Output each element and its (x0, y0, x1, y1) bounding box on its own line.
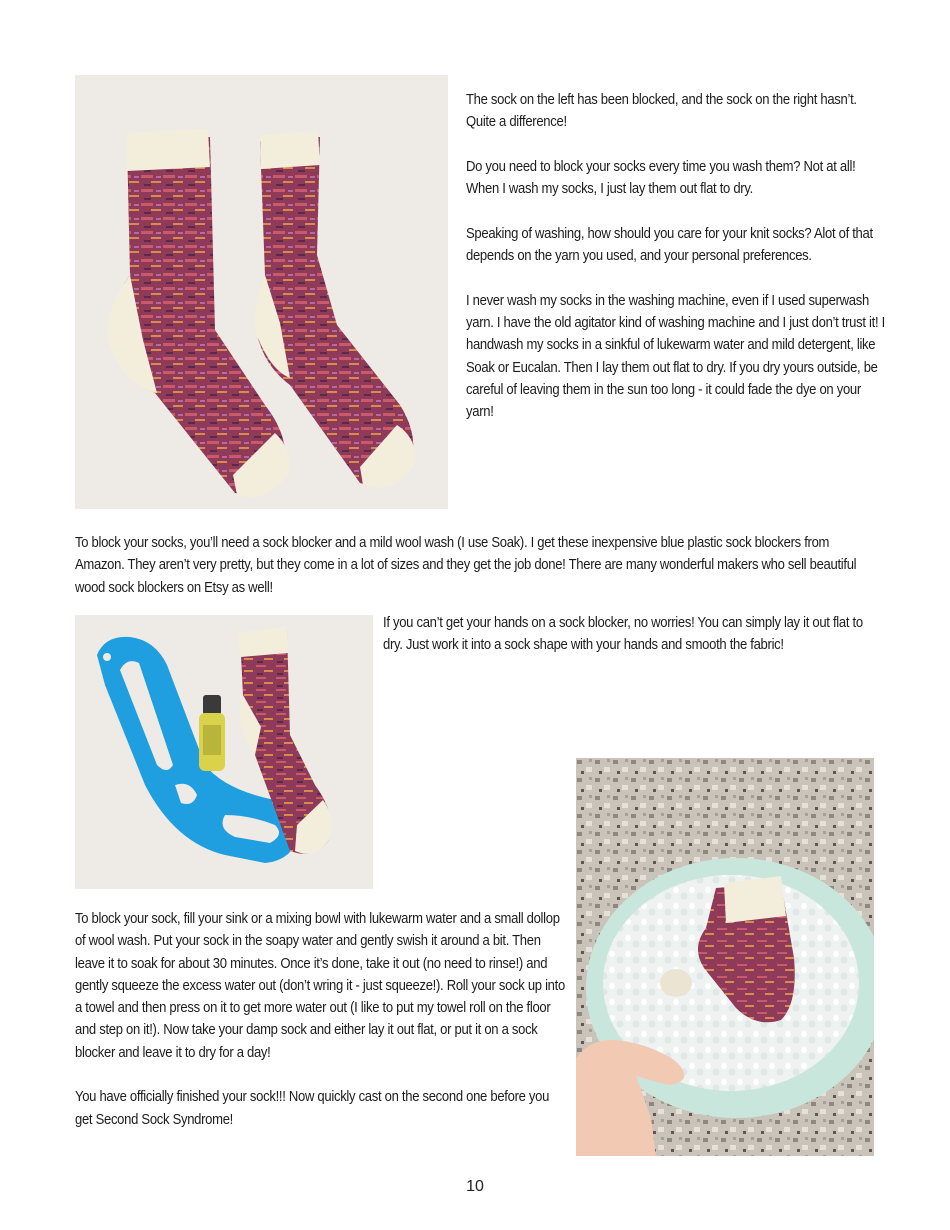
paragraph: Speaking of washing, how should you care for your knit socks? Alot of that depends on the yarn you used, and your personal preferences. (466, 224, 873, 265)
text-section-no-blocker (383, 612, 882, 657)
paragraph: To block your sock, fill your sink or a mixing bowl with lukewarm water and a small dollop of wool wash. Put your sock in the soapy water and gently swish it around a bit. Then leave it to soak for about 30 minutes. Once it’s done, take it out (no need to rinse!) and gently squeeze the excess water out (don’t wring it - just squeeze!). Roll your sock up into a towel and then press on it to get more water out (I like to put my towel roll on the floor and step on it!). Now take your damp sock and either lay it out flat, or put it on a sock blocker and leave it to dry for a day! (75, 910, 565, 1061)
photo-sock-soaking (576, 758, 874, 1156)
text-section-blocking-steps (75, 908, 570, 1131)
paragraph: Do you need to block your socks every time you wash them? Not at all! When I wash my socks, I just lay them out flat to dry. (466, 157, 856, 198)
text-section-blocked-comparison (466, 89, 886, 423)
paragraph: The sock on the left has been blocked, and the sock on the right hasn’t. Quite a difference! (466, 91, 857, 131)
page-number: 10 (466, 1178, 484, 1195)
photo-two-socks (75, 75, 448, 509)
paragraph: To block your socks, you’ll need a sock blocker and a mild wool wash (I use Soak). I get these inexpensive blue plastic sock blockers from Amazon. They aren’t very pretty, but they come in a lot of sizes and they get the job done! There are many wonderful makers who sell beautiful wood sock blockers on Etsy as well! (75, 534, 857, 596)
photo-sock-blocker (75, 615, 373, 889)
paragraph: You have officially finished your sock!!! Now quickly cast on the second one before you get Second Sock Syndrome! (75, 1088, 550, 1128)
text-section-sock-blockers (75, 532, 875, 599)
paragraph: If you can’t get your hands on a sock blocker, no worries! You can simply lay it out flat to dry. Just work it into a sock shape with your hands and smooth the fabric! (383, 614, 863, 654)
paragraph: I never wash my socks in the washing machine, even if I used superwash yarn. I have the old agitator kind of washing machine and I just don’t trust it! I handwash my socks in a sinkful of lukewarm water and mild detergent, like Soak or Eucalan. Then I lay them out flat to dry. If you dry yours outside, be careful of leaving them in the sun too long - it could fade the dye on your yarn! (466, 291, 885, 421)
